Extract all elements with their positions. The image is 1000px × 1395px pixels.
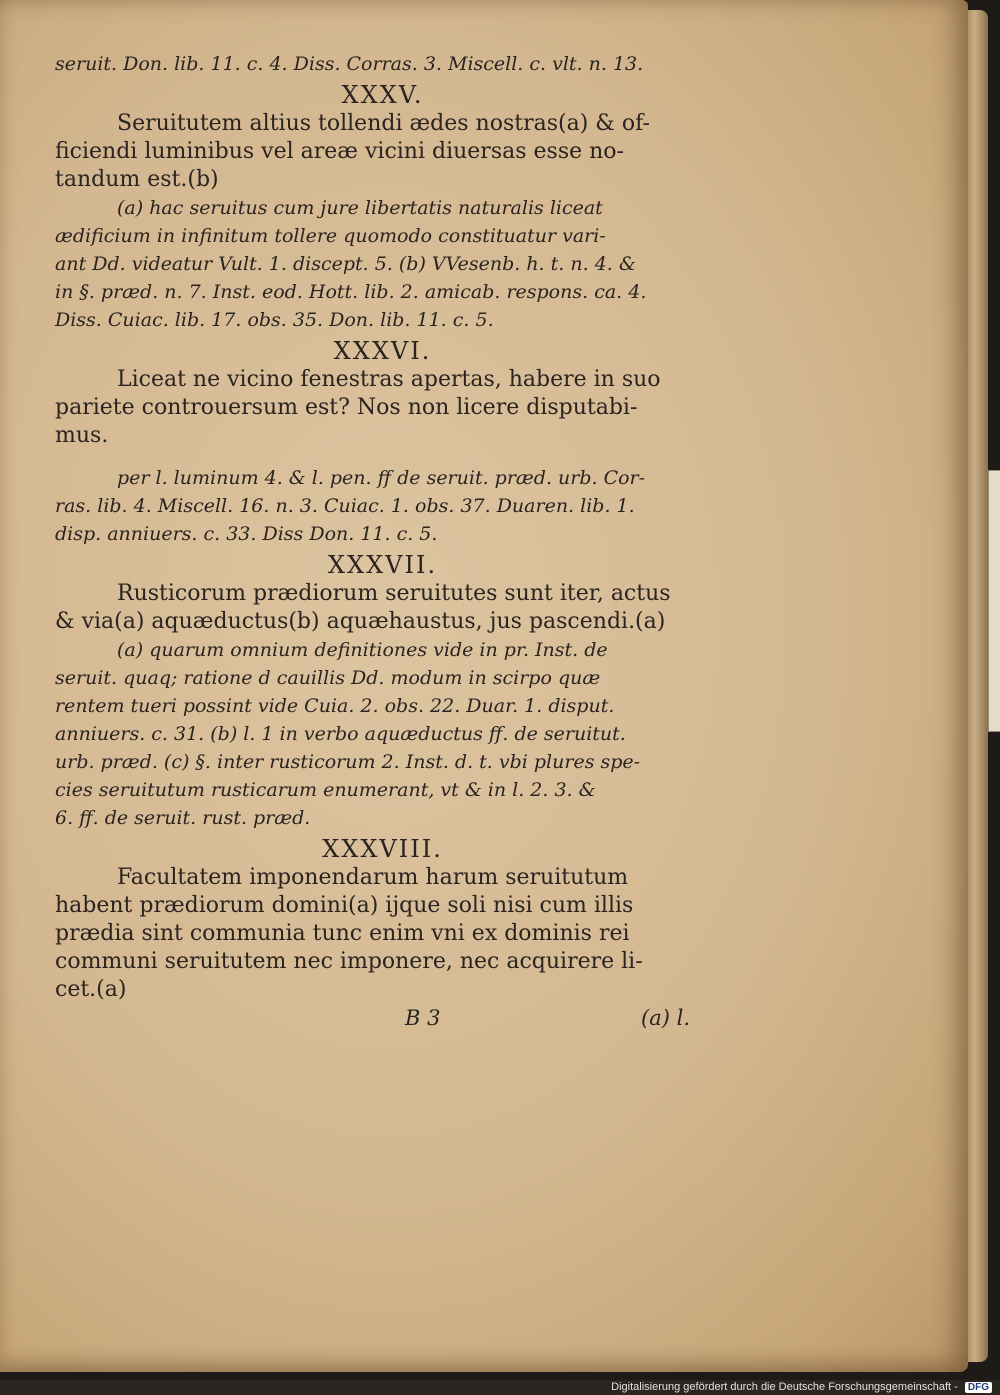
section-heading: XXXV. <box>341 81 424 109</box>
body-line: & via(a) aquæductus(b) aquæhaustus, jus pascendi.(a) <box>55 609 666 634</box>
footnote-line: in §. præd. n. 7. Inst. eod. Hott. lib. 2. amicab. respons. ca. 4. <box>55 281 647 303</box>
spacer <box>55 450 710 464</box>
digitization-credit <box>611 1381 992 1393</box>
body-line: Rusticorum prædiorum seruitutes sunt iter, actus <box>117 581 671 606</box>
signature-mark: B 3 <box>405 1006 441 1030</box>
body-line: tandum est.(b) <box>55 167 219 192</box>
footnote-line: (a) hac seruitus cum jure libertatis naturalis liceat <box>117 197 603 219</box>
footnote-line: Diss. Cuiac. lib. 17. obs. 35. Don. lib. 11. c. 5. <box>55 309 494 331</box>
page-footer <box>55 1004 710 1032</box>
footnote-line: disp. anniuers. c. 33. Diss Don. 11. c. 5. <box>55 523 438 545</box>
body-line: pariete controuersum est? Nos non licere disputabi- <box>55 395 638 420</box>
footnote-line: seruit. quaq; ratione d cauillis Dd. modum in scirpo quæ <box>55 667 601 689</box>
footnote-line: per l. luminum 4. & l. pen. ff de seruit. præd. urb. Cor- <box>117 467 646 489</box>
footnote-line: ras. lib. 4. Miscell. 16. n. 3. Cuiac. 1. obs. 37. Duaren. lib. 1. <box>55 495 635 517</box>
section-heading: XXXVI. <box>333 337 432 365</box>
body-line: habent prædiorum domini(a) ijque soli nisi cum illis <box>55 893 634 918</box>
body-line: Liceat ne vicino fenestras apertas, habere in suo <box>117 367 661 392</box>
body-line: Facultatem imponendarum harum seruitutum <box>117 865 629 890</box>
footnote-line: seruit. Don. lib. 11. c. 4. Diss. Corras. 3. Miscell. c. vlt. n. 13. <box>55 53 644 75</box>
footnote-line: 6. ff. de seruit. rust. præd. <box>55 807 311 829</box>
body-line: ficiendi luminibus vel areæ vicini diuersas esse no- <box>55 139 624 164</box>
body-line: cet.(a) <box>55 977 127 1002</box>
section-heading: XXXVIII. <box>322 835 443 863</box>
body-line: mus. <box>55 423 109 448</box>
credit-text: Digitalisierung gefördert durch die Deutsche Forschungsgemeinschaft - <box>611 1381 958 1393</box>
dfg-logo: DFG <box>965 1382 992 1393</box>
footnote-line: cies seruitutum rusticarum enumerant, vt & in l. 2. 3. & <box>55 779 596 801</box>
body-line: prædia sint communia tunc enim vni ex dominis rei <box>55 921 630 946</box>
footnote-line: (a) quarum omnium definitiones vide in pr. Inst. de <box>117 639 608 661</box>
footnote-line: ant Dd. videatur Vult. 1. discept. 5. (b) VVesenb. h. t. n. 4. & <box>55 253 636 275</box>
body-line: communi seruitutem nec imponere, nec acquirere li- <box>55 949 643 974</box>
catchword: (a) l. <box>641 1006 690 1030</box>
footnote-line: urb. præd. (c) §. inter rusticorum 2. Inst. d. t. vbi plures spe- <box>55 751 641 773</box>
footnote-line: rentem tueri possint vide Cuia. 2. obs. 22. Duar. 1. disput. <box>55 695 615 717</box>
page-text <box>55 50 710 1032</box>
footnote-line: ædificium in infinitum tollere quomodo constituatur vari- <box>55 225 606 247</box>
section-heading: XXXVII. <box>327 551 438 579</box>
side-tab <box>988 470 1000 732</box>
body-line: Seruitutem altius tollendi ædes nostras(a) & of- <box>117 111 650 136</box>
footnote-line: anniuers. c. 31. (b) l. 1 in verbo aquæductus ff. de seruitut. <box>55 723 626 745</box>
page-edge <box>966 10 988 1362</box>
